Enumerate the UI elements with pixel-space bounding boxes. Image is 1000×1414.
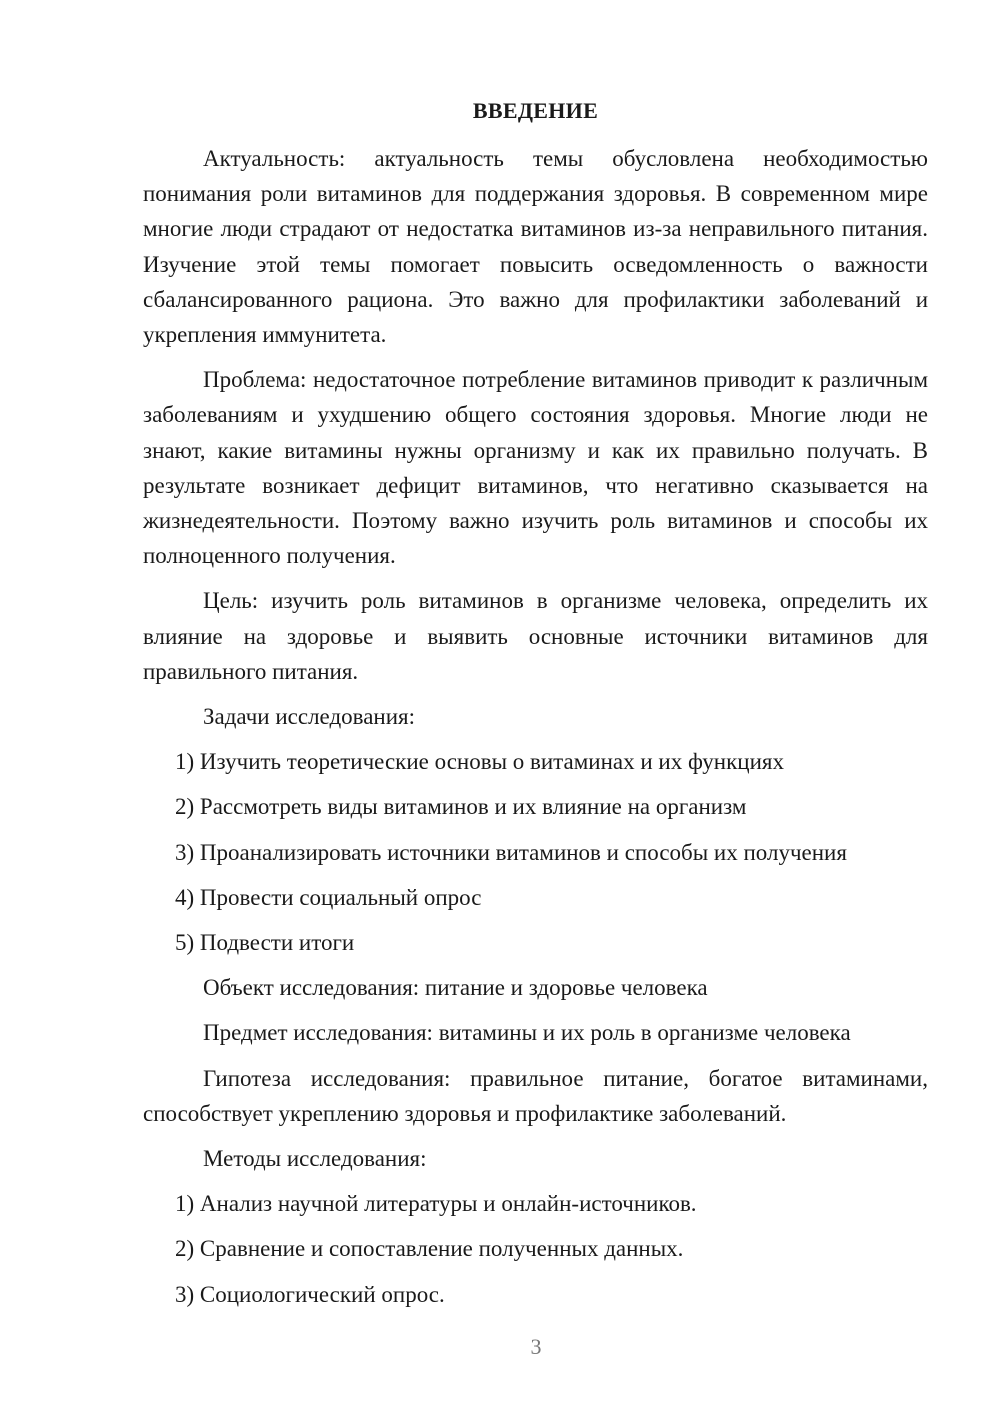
page-content [143,94,928,1322]
hypothesis-paragraph: Гипотеза исследования: правильное питание, богатое витаминами, способствует укреплению здоровья и профилактике заболеваний. [143,1065,928,1126]
page-title: ВВЕДЕНИЕ [472,98,599,123]
page-number: 3 [530,1334,542,1359]
method-item: 2) Сравнение и сопоставление полученных данных. [175,1236,684,1262]
task-item: 2) Рассмотреть виды витаминов и их влияние на организм [175,794,747,820]
object-paragraph: Объект исследования: питание и здоровье человека [203,975,708,1001]
task-item: 5) Подвести итоги [175,930,355,956]
methods-label: Методы исследования: [203,1146,427,1172]
task-item: 1) Изучить теоретические основы о витаминах и их функциях [175,749,784,775]
tasks-list [143,744,928,960]
tasks-label: Задачи исследования: [203,704,416,730]
relevance-paragraph: Актуальность: актуальность темы обусловлена необходимостью понимания роли витаминов для поддержания здоровья. В современном мире многие люди страдают от недостатка витаминов из-за неправильного питания. Изучение этой темы помогает повысить осведомленность о важности сбалансированного рациона. Это важно для профилактики заболеваний и укрепления иммунитета. [143,146,928,348]
method-item: 1) Анализ научной литературы и онлайн-источников. [175,1191,697,1217]
goal-paragraph: Цель: изучить роль витаминов в организме человека, определить их влияние на здоровье и выявить основные источники витаминов для правильного питания. [143,588,928,684]
problem-paragraph: Проблема: недостаточное потребление витаминов приводит к различным заболеваниям и ухудшению общего состояния здоровья. Многие люди не знают, какие витамины нужны организму и как их правильно получать. В результате возникает дефицит витаминов, что негативно сказывается на жизнедеятельности. Поэтому важно изучить роль витаминов и способы их полноценного получения. [143,367,928,569]
task-item: 3) Проанализировать источники витаминов и способы их получения [175,839,847,865]
method-item: 3) Социологический опрос. [175,1281,445,1307]
task-item: 4) Провести социальный опрос [175,884,482,910]
subject-paragraph: Предмет исследования: витамины и их роль в организме человека [203,1020,851,1046]
methods-list [143,1186,928,1312]
